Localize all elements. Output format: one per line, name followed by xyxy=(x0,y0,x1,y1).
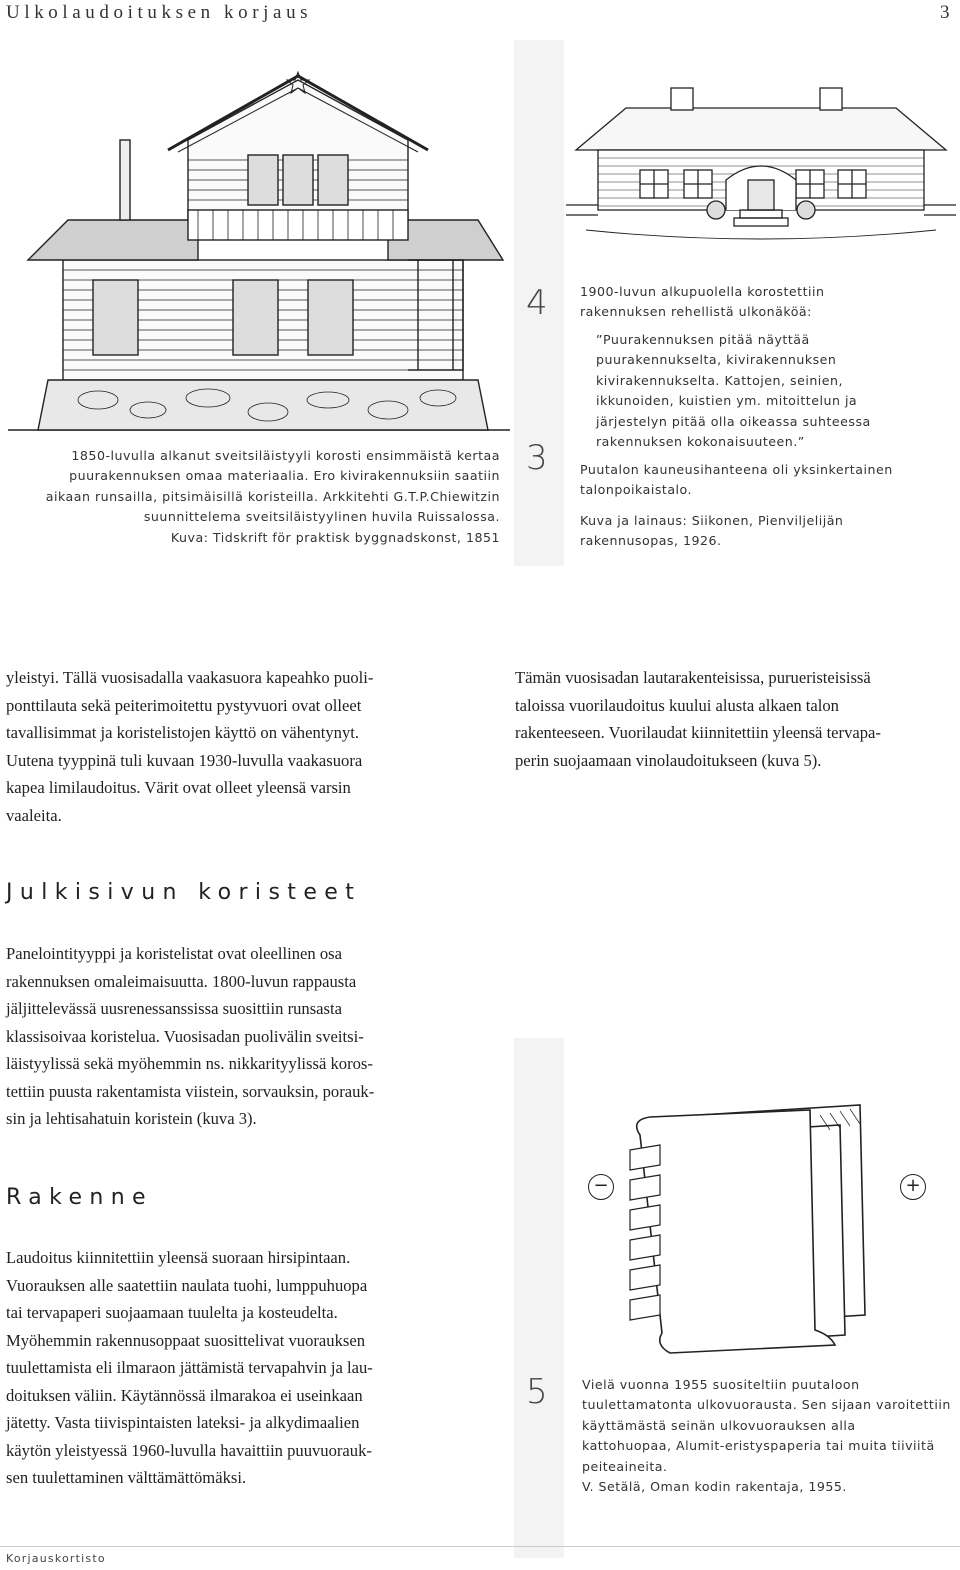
figure-number-5: 5 xyxy=(526,1372,548,1412)
figure-number-4: 4 xyxy=(526,283,548,323)
plus-icon: + xyxy=(900,1174,926,1200)
body-line: klassisoivaa koristelua. Vuosisadan puolivälin sveitsi- xyxy=(6,1026,364,1046)
body-line: Tämän vuosisadan lautarakenteisissa, purueristeisissä xyxy=(515,668,871,687)
caption-line: Vielä vuonna 1955 suositeltiin puutaloon xyxy=(582,1377,860,1392)
body-line: Uutena tyyppinä tuli kuvaan 1930-luvulla vaakasuora xyxy=(6,750,363,770)
quote-line: ”Puurakennuksen pitää näyttää xyxy=(596,332,810,347)
quote-line: ikkunoiden, kuistien ym. mitoittelun ja xyxy=(596,393,858,409)
section-heading-rakenne: Rakenne xyxy=(6,1185,153,1210)
caption-line: 1850-luvulla alkanut sveitsiläistyyli korosti ensimmäistä kertaa xyxy=(71,448,500,463)
figure-left-caption xyxy=(20,446,500,548)
body-line: taloissa vuorilaudoitus kuului alusta alkaen talon xyxy=(515,695,839,715)
caption-line: talonpoikaistalo. xyxy=(580,482,693,498)
body-line: Laudoitus kiinnitettiin yleensä suoraan hirsipintaan. xyxy=(6,1248,351,1267)
body-line: rakennuksen omaleimaisuutta. 1800-luvun rappausta xyxy=(6,971,357,991)
quote-line: puurakennukselta, kivirakennuksen xyxy=(596,352,837,368)
minus-icon: − xyxy=(588,1174,614,1200)
body-text-right xyxy=(515,664,955,774)
figure-right-caption-4 xyxy=(580,282,955,323)
body-line: yleistyi. Tällä vuosisadalla vaakasuora kapeahko puoli- xyxy=(6,668,374,687)
body-line: perin suojaamaan vinolaudoitukseen (kuva 5). xyxy=(515,750,822,770)
caption-line: peiteaineita. xyxy=(582,1458,668,1474)
caption-line: 1900-luvun alkupuolella korostettiin xyxy=(580,284,825,299)
caption-line: kattohuopaa, Alumit-eristyspaperia tai muita tiiviitä xyxy=(582,1438,935,1454)
body-line: Panelointityyppi ja koristelistat ovat oleellinen osa xyxy=(6,944,342,963)
farmhouse-illustration xyxy=(566,80,956,245)
body-line: tai tervapaperi suojaamaan tuulelta ja kosteudelta. xyxy=(6,1303,338,1322)
body-line: vaaleita. xyxy=(6,805,62,825)
caption-line: Kuva ja lainaus: Siikonen, Pienviljelijän xyxy=(580,513,844,528)
quote-line: rakennuksen kokonaisuuteen.” xyxy=(596,434,805,450)
figure-5-caption-column xyxy=(514,1038,564,1558)
body-line: läistyylissä sekä myöhemmin ns. nikkarityylissä koros- xyxy=(6,1054,373,1073)
body-line: jäljittelevässä uusrenessanssissa suosittiin runsasta xyxy=(6,999,342,1018)
body-line: sen tuulettaminen välttämättömäksi. xyxy=(6,1468,247,1487)
section-body-julkisivun-koristeet xyxy=(6,940,444,1133)
document-title: Ulkolaudoituksen korjaus xyxy=(6,2,313,23)
caption-line: Kuva: Tidskrift för praktisk byggnadskonst, 1851 xyxy=(170,529,500,545)
body-line: käytön yleistyessä 1960-luvulla havaittiin puuvuorauk- xyxy=(6,1440,372,1460)
body-line: doituksen väliin. Käytännössä ilmarakoa ei useinkaan xyxy=(6,1385,363,1405)
caption-line: puurakennuksen omaa materiaalia. Ero kivirakennuksiin saatiin xyxy=(69,468,500,484)
swiss-villa-illustration xyxy=(8,70,510,440)
caption-line: rakennuksen rehellistä ulkonäköä: xyxy=(580,304,812,320)
body-line: tuulettamista eli ilmaraon jättämistä tervapahvin ja lau- xyxy=(6,1358,373,1377)
section-body-rakenne xyxy=(6,1244,444,1492)
caption-line: Puutalon kauneusihanteena oli yksinkertainen xyxy=(580,462,893,477)
figure-number-3: 3 xyxy=(526,438,548,478)
caption-line: käyttämästä seinän ulkovuorauksen alla xyxy=(582,1417,856,1433)
body-line: Vuorauksen alle saatettiin naulata tuohi, lumppuhuopa xyxy=(6,1275,368,1295)
caption-line: suunnittelema sveitsiläistyylinen huvila Ruissalossa. xyxy=(143,509,500,525)
page-number: 3 xyxy=(940,2,950,23)
caption-line: rakennusopas, 1926. xyxy=(580,533,722,549)
body-line: ponttilauta sekä peiterimoitettu pystyvuori ovat olleet xyxy=(6,695,362,715)
body-line: sin ja lehtisahatuin koristein (kuva 3). xyxy=(6,1109,257,1128)
figure-right-source xyxy=(580,511,955,552)
body-line: tettiin puusta rakentamista viistein, sorvauksin, porauk- xyxy=(6,1081,375,1101)
quote-line: järjestelyn pitää olla oikeassa suhteessa xyxy=(596,413,871,429)
body-line: jätetty. Vasta tiivispintaisten lateksi- ja alkydimaalien xyxy=(6,1413,360,1432)
figure-right-quote xyxy=(596,330,956,452)
caption-line: tuulettamatonta ulkovuorausta. Sen sijaan varoitettiin xyxy=(582,1397,951,1413)
footer-divider xyxy=(0,1546,960,1547)
body-line: rakenteeseen. Vuorilaudat kiinnitettiin yleensä tervapa- xyxy=(515,723,881,742)
caption-line: aikaan runsailla, pitsimäisillä koristeilla. Arkkitehti G.T.P.Chiewitzin xyxy=(45,488,500,504)
body-line: kapea limilaudoitus. Värit ovat olleet yleensä varsin xyxy=(6,778,351,797)
figure-5-caption xyxy=(582,1375,957,1497)
body-text-left-continued xyxy=(6,664,444,829)
section-heading-julkisivun-koristeet: Julkisivun koristeet xyxy=(6,880,362,905)
figure-right-caption-3 xyxy=(580,460,955,501)
body-line: Myöhemmin rakennusoppaat suosittelivat vuorauksen xyxy=(6,1330,366,1350)
quote-line: kivirakennukselta. Kattojen, seinien, xyxy=(596,372,844,388)
caption-line: V. Setälä, Oman kodin rakentaja, 1955. xyxy=(582,1479,847,1495)
body-line: tavallisimmat ja koristelistojen käyttö on vähentynyt. xyxy=(6,723,360,742)
cladding-section-illustration xyxy=(580,1095,930,1355)
footer-text: Korjauskortisto xyxy=(6,1552,106,1565)
